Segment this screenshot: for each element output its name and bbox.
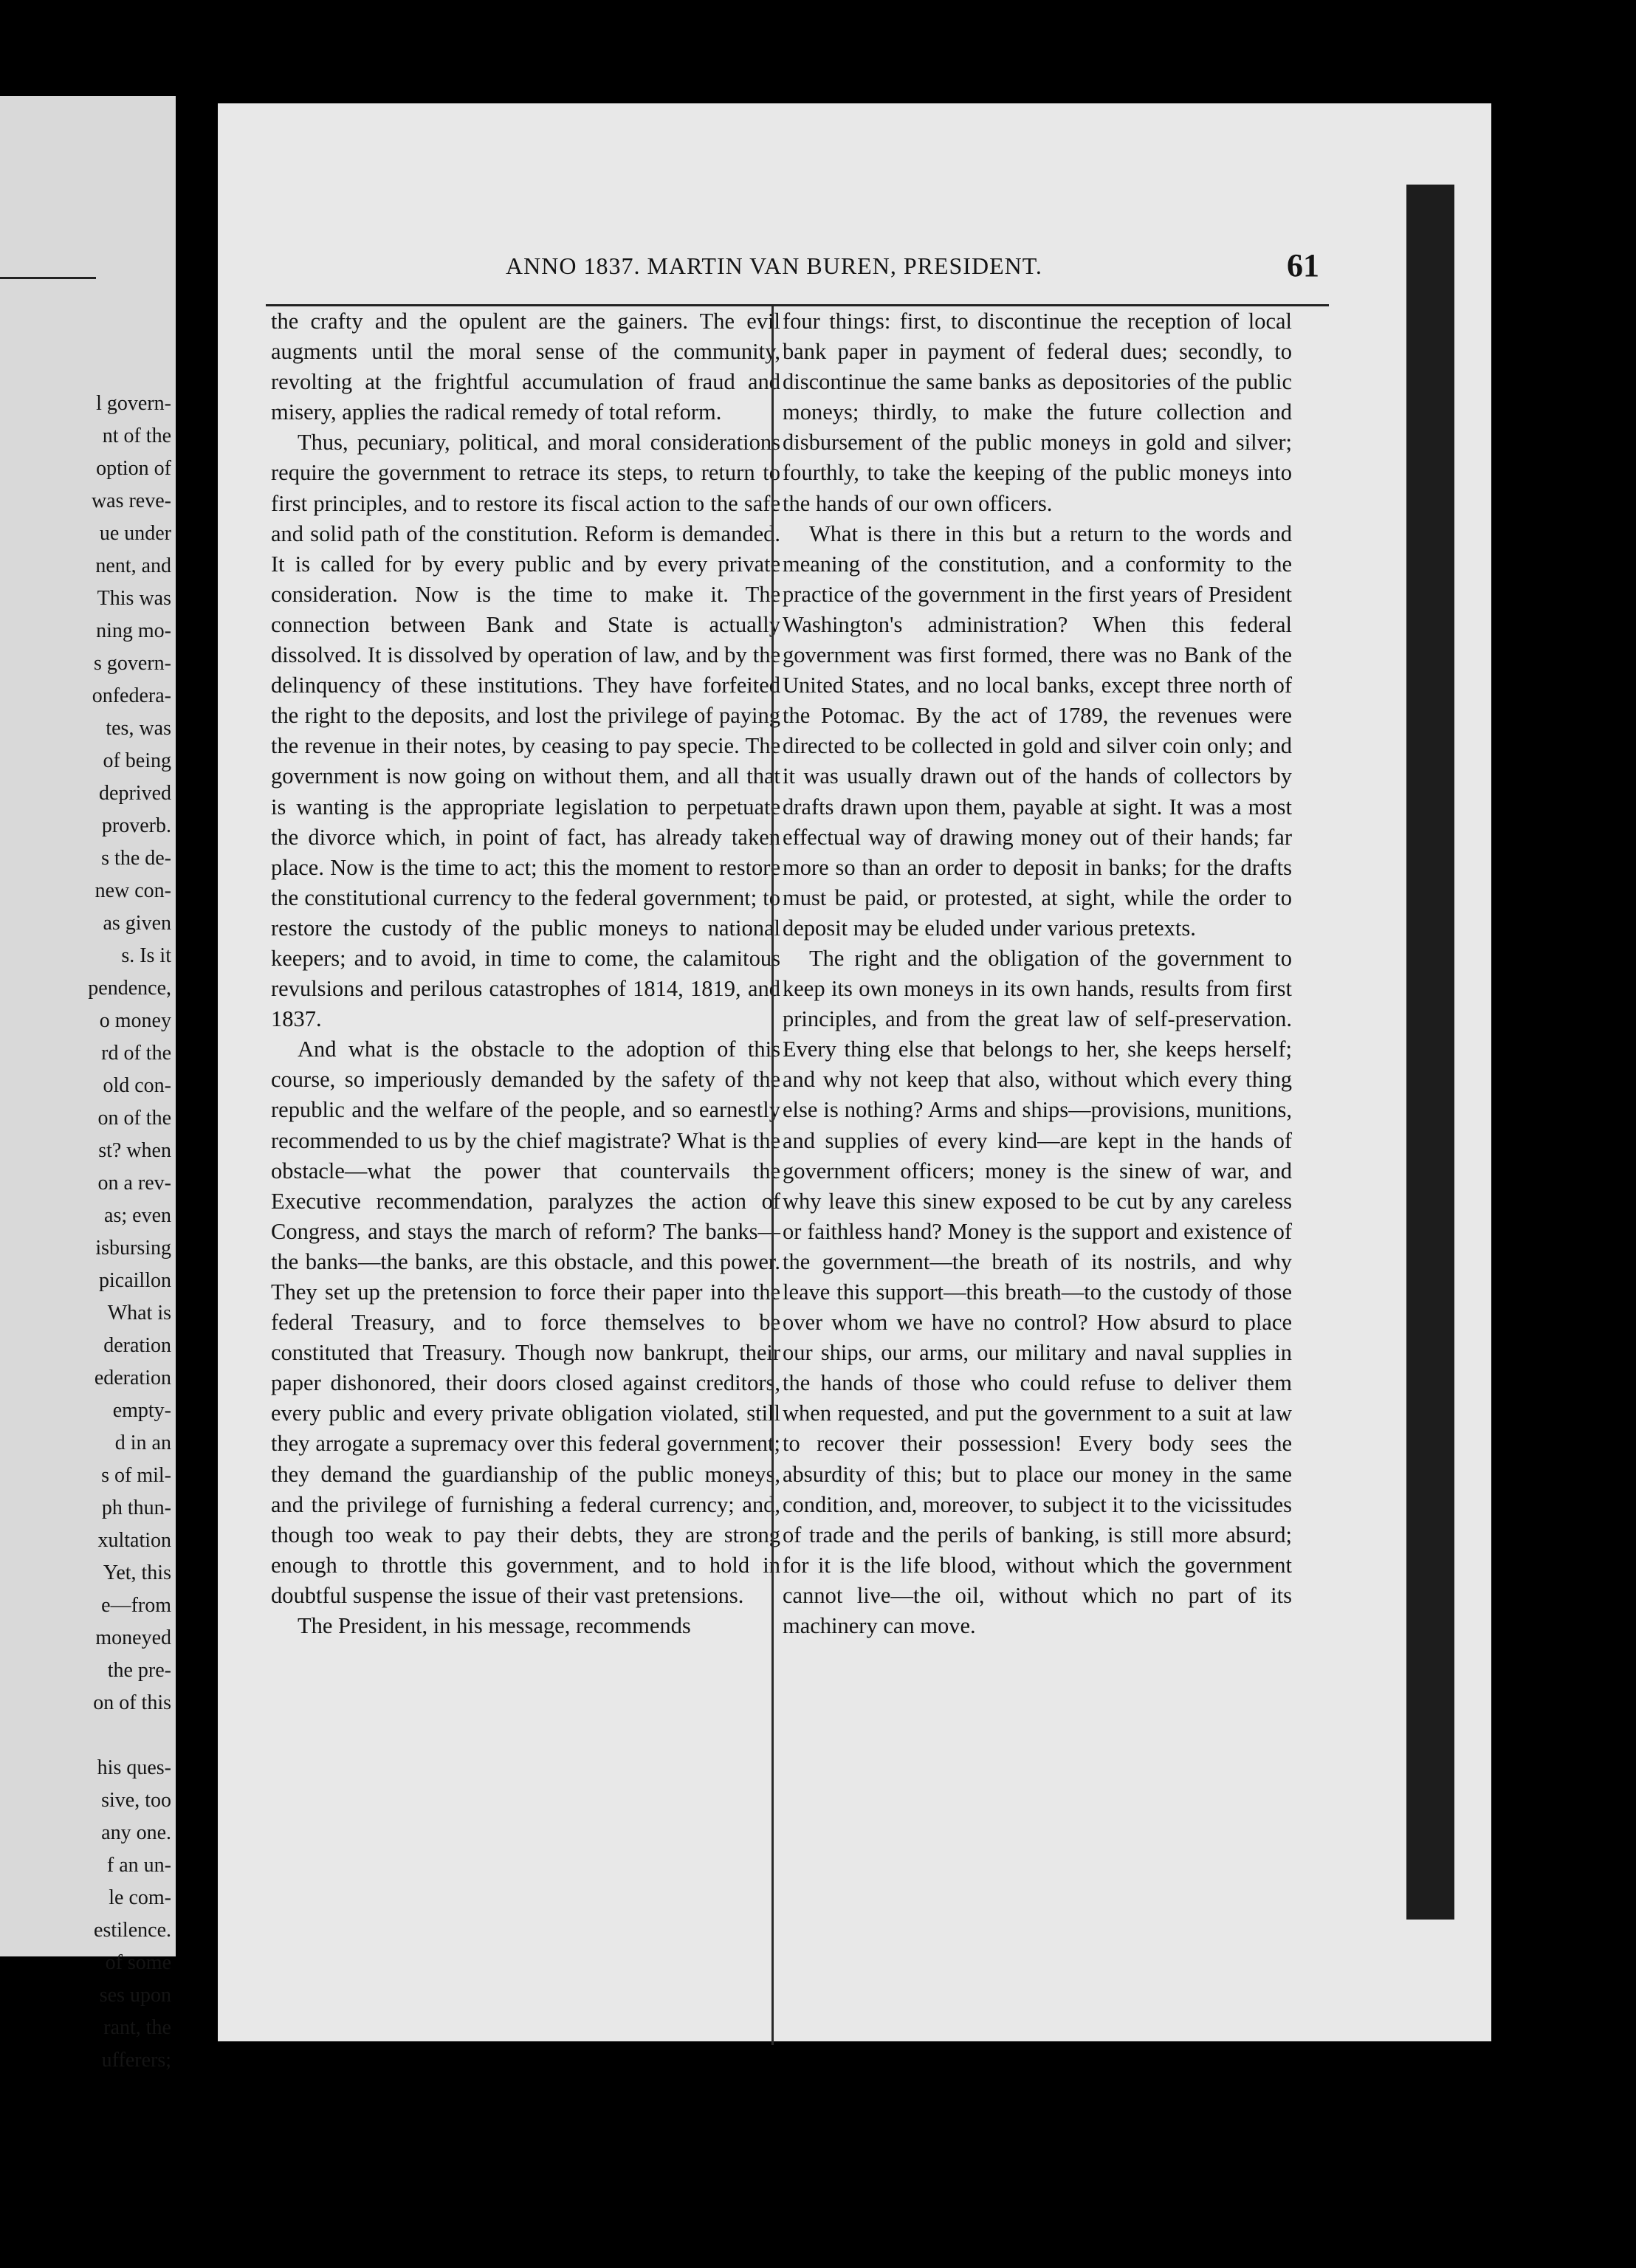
previous-page-line: any one. [101,1821,171,1844]
previous-page-line: moneyed [95,1626,171,1649]
previous-page-line [88,1719,171,1752]
previous-page-line: rant, the [103,2016,171,2039]
previous-page-line: was reve- [91,489,171,512]
previous-page-line: st? when [98,1139,171,1162]
previous-page-line: of some [105,1951,171,1974]
previous-page-line: of being [103,749,171,772]
previous-page-line: on a rev- [97,1172,171,1195]
previous-page-line: proverb. [101,814,171,837]
previous-page-line: e—from [101,1594,171,1617]
previous-page-line: new con- [94,879,171,902]
previous-page-line: xultation [97,1529,171,1552]
previous-page-line: ufferers; [101,2049,171,2072]
previous-page-line: d in an [114,1432,171,1454]
previous-page-line: f an un- [106,1854,171,1877]
right-column [783,306,1292,1641]
previous-page-line: picaillon [99,1269,171,1292]
paragraph: the crafty and the opulent are the gainers. The evil augments until the moral sense of the community, revolting at the frightful accumulation of fraud and misery, applies the radical remedy of total reform. [271,309,780,425]
previous-page-line: rd of the [101,1042,171,1065]
previous-page-line: onfedera- [92,684,171,707]
previous-page-line: pendence, [88,977,171,1000]
previous-page-line: estilence. [94,1919,171,1942]
previous-page-line: option of [96,457,171,480]
previous-page-line: s. Is it [121,944,171,967]
paragraph: And what is the obstacle to the adoption of this course, so imperiously demanded by the safety of the republic and the welfare of the people, and so earnestly recommended to us by the chief magistrate? What is the obstacle—what the power that countervails the Executive recommendation, paralyzes the action of Congress, and stays the march of reform? The banks—the banks—the banks, are this obstacle, and this power. They set up the pretension to force their paper into the federal Treasury, and to force themselves to be constituted that Treasury. Though now bankrupt, their paper dishonored, their doors closed against creditors, every public and every private obligation violated, still they arrogate a supremacy over this federal government; they demand the guardianship of the public moneys, and the privilege of furnishing a federal currency; and, though too weak to pay their debts, they are strong enough to throttle this government, and to hold in doubtful suspense the issue of their vast pretensions. [271,1037,780,1608]
previous-page-line: isbursing [95,1237,171,1260]
previous-page-line: tes, was [106,717,171,740]
previous-page-line: nent, and [95,554,171,577]
previous-page-line: empty- [112,1399,171,1422]
previous-page-line: l govern- [96,392,171,415]
previous-page-line: nt of the [102,425,171,447]
previous-page-line: sive, too [101,1789,171,1812]
paragraph: The right and the obligation of the government to keep its own moneys in its own hands, results from first principles, and from the great law of self-preservation. Every thing else that belongs to her, she keeps herself; and why not keep that also, without which every thing else is nothing? Arms and ships—provisions, munitions, and supplies of every kind—are kept in the hands of government officers; money is the sinew of war, and why leave this sinew exposed to be cut by any careless or faithless hand? Money is the support and existence of the government—the breath of its nostrils, and why leave this support—this breath—to the custody of those over whom we have no control? How absurd to place our ships, our arms, our military and naval supplies in the hands of those who could refuse to deliver them when requested, and put the government to a suit at law to recover their possession! Every body sees the absurdity of this; but to place our money in the same condition, and, moreover, to subject it to the vicissitudes of trade and the perils of banking, is still more absurd; for it is the life blood, without which the government cannot live—the oil, without which no part of its machinery can move. [783,945,1292,1639]
previous-page-line: s govern- [94,652,171,675]
previous-page-line: s the de- [101,847,171,870]
previous-page-line: s of mil- [101,1464,171,1487]
previous-page-rule [0,277,96,279]
paragraph: Thus, pecuniary, political, and moral considerations require the government to retrace its steps, to return to first principles, and to restore its fiscal action to the safe and solid path of the constitution. Reform is demanded. It is called for by every public and by every private consideration. Now is the time to make it. The connection between Bank and State is actually dissolved. It is dissolved by operation of law, and by the delinquency of these institutions. They have forfeited the right to the deposits, and lost the privilege of paying the revenue in their notes, by ceasing to pay specie. The government is now going on without them, and all that is wanting is the appropriate legislation to perpetuate the divorce which, in point of fact, has already taken place. Now is the time to act; this the moment to restore the constitutional currency to the federal government; to restore the custody of the public moneys to national keepers; and to avoid, in time to come, the calamitous revulsions and perilous catastrophes of 1814, 1819, and 1837. [271,430,780,1032]
previous-page-line: on of this [93,1691,171,1714]
previous-page-line: as given [103,912,171,935]
previous-page-line: old con- [103,1074,171,1097]
paragraph: The President, in his message, recommends [298,1613,691,1639]
previous-page-line: ning mo- [96,619,171,642]
previous-page-line: o money [99,1009,171,1032]
running-head: ANNO 1837. MARTIN VAN BUREN, PRESIDENT. [506,252,1042,279]
previous-page-line: ue under [99,522,171,545]
previous-page-line: ederation [94,1367,171,1389]
previous-page-line: his ques- [97,1756,171,1779]
page-number: 61 [1287,247,1319,284]
previous-page-line: deprived [99,782,171,805]
column-divider [771,306,774,2045]
page-header [218,247,1532,295]
previous-page-line: as; even [104,1204,171,1227]
paragraph: What is there in this but a return to the words and meaning of the constitution, and a conformity to the practice of the government in the first years of President Washington's administration? When this federal government was first formed, there was no Bank of the United States, and no local banks, except three north of the Potomac. By the act of 1789, the revenues were directed to be collected in gold and silver coin only; and it was usually drawn out of the hands of collectors by drafts drawn upon them, payable at sight. It was a most effectual way of drawing money out of their hands; far more so than an order to deposit in banks; for the drafts must be paid, or protested, at sight, while the order to deposit may be eluded under various pretexts. [783,520,1292,941]
left-column [271,306,780,1641]
previous-page-fragment [0,96,176,2072]
previous-page-line: ph thun- [101,1496,171,1519]
paragraph: four things: first, to discontinue the reception of local bank paper in payment of federal dues; secondly, to discontinue the same banks as depositories of the public moneys; thirdly, to make the future collection and disbursement of the public moneys in gold and silver; fourthly, to take the keeping of the public moneys into the hands of our own officers. [783,309,1292,516]
previous-page-line: This was [97,587,171,610]
previous-page-line: deration [103,1334,171,1357]
previous-page-line: ses upon [99,1984,171,2007]
previous-page-line: le com- [109,1886,171,1909]
page-edge-shadow [1406,185,1454,1920]
previous-page-line: the pre- [107,1659,171,1682]
book-page [218,103,1491,2041]
previous-page-line: What is [107,1302,171,1324]
previous-page-text [88,388,171,2077]
previous-page-line: on of the [97,1107,171,1130]
previous-page-line: Yet, this [103,1561,171,1584]
